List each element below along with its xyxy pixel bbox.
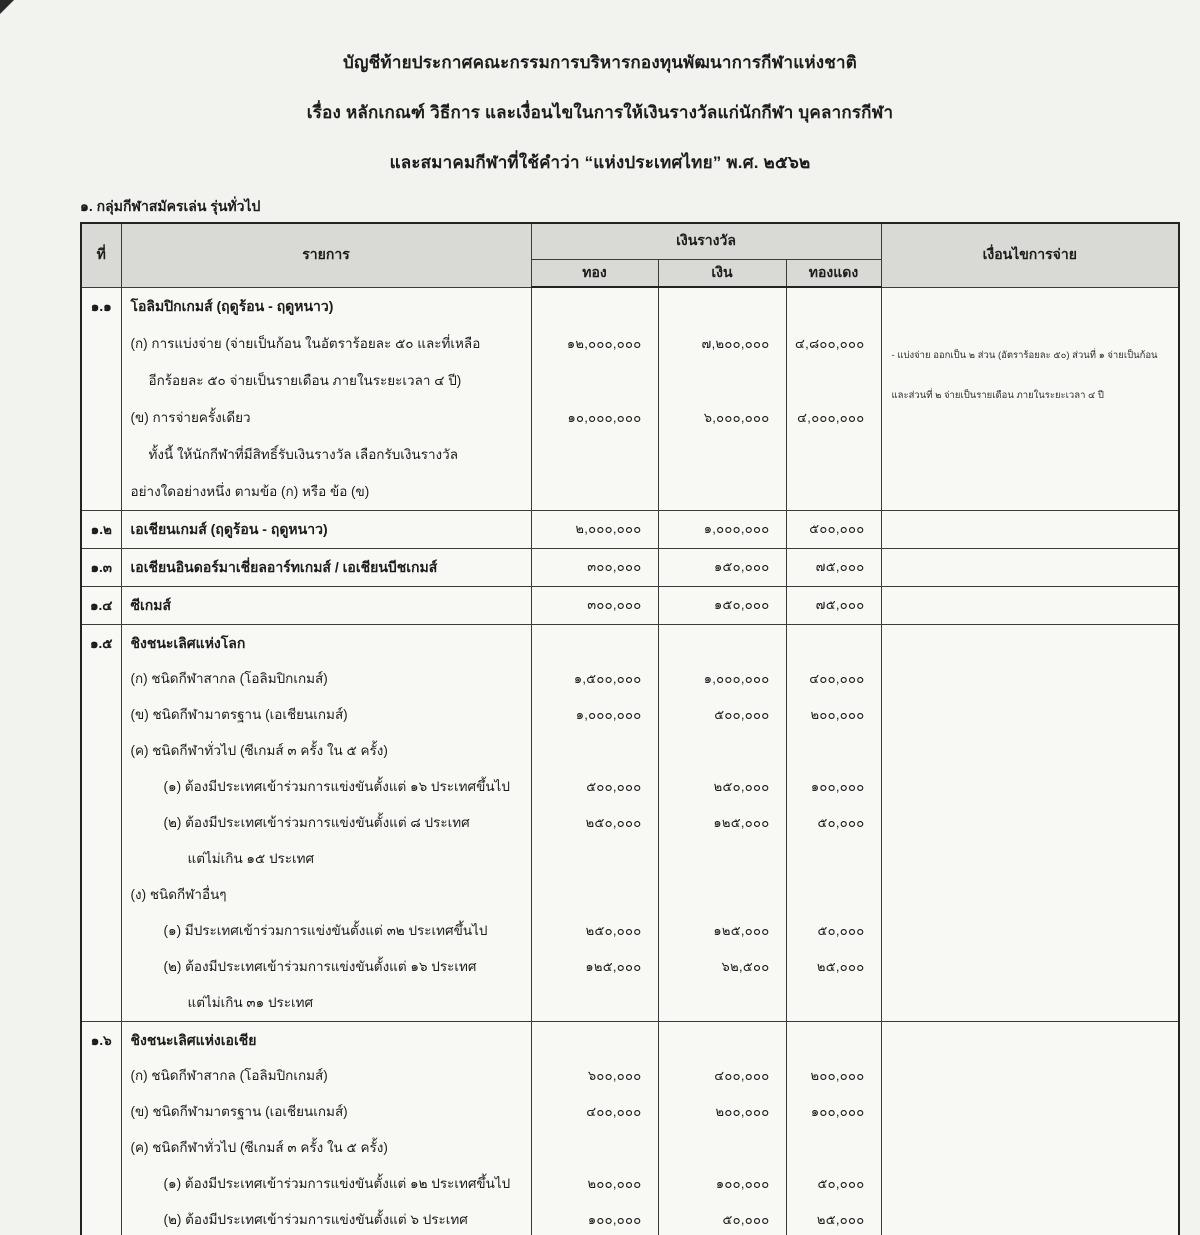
silver-cell [658, 624, 786, 1021]
conditions-cell [881, 586, 1179, 624]
prize-value: ๒๕๐,๐๐๐ [713, 778, 770, 794]
bronze-cell [786, 548, 881, 586]
item-cell [121, 287, 531, 510]
gold-cell [531, 287, 658, 510]
table-row [81, 287, 1179, 510]
prize-value: ๒๐๐,๐๐๐ [810, 706, 865, 722]
item-line: (๑) ต้องมีประเทศเข้าร่วมการแข่งขันตั้งแต่ ๑๒ ประเทศขึ้นไป [163, 1175, 511, 1191]
prize-value: ๑๐๐,๐๐๐ [810, 1103, 865, 1119]
prize-value: ๓๐๐,๐๐๐ [587, 596, 642, 612]
item-line: (๑) มีประเทศเข้าร่วมการแข่งขันตั้งแต่ ๓๒ ประเทศขึ้นไป [163, 922, 488, 938]
item-line: อีกร้อยละ ๕๐ จ่ายเป็นรายเดือน ภายในระยะเวลา ๔ ปี) [148, 372, 462, 388]
table-row [81, 624, 1179, 1021]
item-line: (ง) ชนิดกีฬาอื่นๆ [130, 886, 227, 902]
row-number: ๑.๒ [81, 510, 121, 548]
conditions-cell [881, 1021, 1179, 1235]
item-line: (๑) ต้องมีประเทศเข้าร่วมการแข่งขันตั้งแต่ ๑๖ ประเทศขึ้นไป [163, 778, 510, 794]
condition-line: และส่วนที่ ๒ จ่ายเป็นรายเดือน ภายในระยะเวลา ๔ ปี [891, 389, 1104, 401]
row-number: ๑.๕ [81, 624, 121, 1021]
prize-value: ๒๕๐,๐๐๐ [585, 814, 642, 830]
title-line-1: บัญชีท้ายประกาศคณะกรรมการบริหารกองทุนพัฒนาการกีฬาแห่งชาติ [343, 53, 857, 72]
row-number: ๑.๑ [81, 287, 121, 510]
col-no-header: ที่ [81, 223, 121, 287]
silver-cell [658, 586, 786, 624]
title-line-2: เรื่อง หลักเกณฑ์ วิธีการ และเงื่อนไขในการให้เงินรางวัลแก่นักกีฬา บุคลากรกีฬา [306, 103, 894, 122]
prize-value: ๒๕๐,๐๐๐ [585, 922, 642, 938]
conditions-cell [881, 548, 1179, 586]
row-number: ๑.๖ [81, 1021, 121, 1235]
document-title [0, 38, 1200, 188]
row-number: ๑.๔ [81, 586, 121, 624]
section-heading: ๑. กลุ่มกีฬาสมัครเล่น รุ่นทั่วไป [80, 198, 261, 214]
prize-value: ๑๒,๐๐๐,๐๐๐ [566, 336, 642, 351]
prize-table [80, 222, 1180, 1235]
prize-value: ๑,๐๐๐,๐๐๐ [703, 670, 770, 686]
conditions-cell [881, 624, 1179, 1021]
item-line: ซีเกมส์ [130, 596, 172, 613]
row-number: ๑.๓ [81, 548, 121, 586]
prize-value: ๒๐๐,๐๐๐ [810, 1067, 865, 1083]
prize-value: ๗๕,๐๐๐ [815, 596, 865, 612]
prize-value: ๑๐๐,๐๐๐ [587, 1211, 642, 1227]
silver-cell [658, 548, 786, 586]
prize-value: ๕๐๐,๐๐๐ [809, 520, 865, 536]
prize-value: ๖,๐๐๐,๐๐๐ [703, 410, 770, 425]
item-line: เอเชียนอินดอร์มาเชี่ยลอาร์ทเกมส์ / เอเชียนบีชเกมส์ [130, 558, 438, 575]
prize-value: ๒๐๐,๐๐๐ [715, 1103, 770, 1119]
prize-value: ๑๕๐,๐๐๐ [713, 596, 770, 612]
prize-value: ๑๐๐,๐๐๐ [715, 1175, 770, 1191]
col-gold-header: ทอง [531, 259, 658, 287]
prize-value: ๕๐๐,๐๐๐ [714, 706, 770, 722]
item-cell [121, 1021, 531, 1235]
gold-cell [531, 510, 658, 548]
item-line: (ข) ชนิดกีฬามาตรฐาน (เอเชียนเกมส์) [130, 706, 348, 722]
item-line: อย่างใดอย่างหนึ่ง ตามข้อ (ก) หรือ ข้อ (ข) [130, 483, 370, 499]
item-line: (ก) ชนิดกีฬาสากล (โอลิมปิกเกมส์) [130, 670, 328, 686]
gold-cell [531, 548, 658, 586]
prize-value: ๕๐๐,๐๐๐ [586, 778, 642, 794]
prize-value: ๒,๐๐๐,๐๐๐ [575, 520, 642, 536]
col-silver-header: เงิน [658, 259, 786, 287]
item-line: แต่ไม่เกิน ๑๕ ประเทศ [187, 850, 315, 866]
prize-value: ๔๐๐,๐๐๐ [714, 1067, 770, 1083]
item-line: (ก) ชนิดกีฬาสากล (โอลิมปิกเกมส์) [130, 1067, 328, 1083]
conditions-cell [881, 287, 1179, 510]
prize-value: ๔๐๐,๐๐๐ [809, 670, 865, 686]
gold-cell [531, 624, 658, 1021]
prize-value: ๔,๐๐๐,๐๐๐ [797, 410, 865, 425]
prize-value: ๑๕๐,๐๐๐ [713, 558, 770, 574]
item-line: (ก) การแบ่งจ่าย (จ่ายเป็นก้อน ในอัตราร้อยละ ๕๐ และที่เหลือ [130, 335, 481, 351]
gold-cell [531, 586, 658, 624]
prize-value: ๗๕,๐๐๐ [815, 558, 865, 574]
gold-cell [531, 1021, 658, 1235]
prize-value: ๑๒๕,๐๐๐ [713, 814, 770, 830]
col-conditions-header: เงื่อนไขการจ่าย [881, 223, 1179, 287]
item-line: ทั้งนี้ ให้นักกีฬาที่มีสิทธิ์รับเงินรางวัล เลือกรับเงินรางวัล [148, 446, 459, 462]
item-line: แต่ไม่เกิน ๓๑ ประเทศ [187, 994, 314, 1010]
scan-corner-artifact [0, 0, 14, 14]
item-line: (ค) ชนิดกีฬาทั่วไป (ซีเกมส์ ๓ ครั้ง ใน ๕ ครั้ง) [130, 742, 388, 758]
condition-line: - แบ่งจ่าย ออกเป็น ๒ ส่วน (อัตราร้อยละ ๕๐) ส่วนที่ ๑ จ่ายเป็นก้อน [891, 349, 1158, 361]
silver-cell [658, 510, 786, 548]
conditions-cell [881, 510, 1179, 548]
bronze-cell [786, 586, 881, 624]
item-line: (๒) ต้องมีประเทศเข้าร่วมการแข่งขันตั้งแต่ ๘ ประเทศ [163, 814, 470, 830]
item-line: (ข) การจ่ายครั้งเดียว [130, 409, 251, 425]
item-line: ชิงชนะเลิศแห่งโลก [130, 634, 246, 651]
prize-value: ๑๒๕,๐๐๐ [585, 958, 642, 974]
item-line: (ข) ชนิดกีฬามาตรฐาน (เอเชียนเกมส์) [130, 1103, 348, 1119]
prize-value: ๒๐๐,๐๐๐ [587, 1175, 642, 1191]
prize-value: ๑,๐๐๐,๐๐๐ [575, 706, 642, 722]
item-line: (๒) ต้องมีประเทศเข้าร่วมการแข่งขันตั้งแต่ ๖ ประเทศ [163, 1211, 468, 1227]
table-header-row [81, 223, 1179, 259]
table-row [81, 548, 1179, 586]
prize-value: ๑,๕๐๐,๐๐๐ [573, 670, 642, 686]
item-cell [121, 586, 531, 624]
table-row [81, 510, 1179, 548]
item-cell [121, 510, 531, 548]
prize-group-header: เงินรางวัล [531, 223, 881, 259]
silver-cell [658, 287, 786, 510]
item-cell [121, 624, 531, 1021]
prize-value: ๔,๘๐๐,๐๐๐ [795, 336, 865, 351]
prize-value: ๕๐,๐๐๐ [817, 814, 865, 830]
table-row [81, 1021, 1179, 1235]
bronze-cell [786, 1021, 881, 1235]
prize-value: ๑๐๐,๐๐๐ [810, 778, 865, 794]
prize-value: ๓๐๐,๐๐๐ [587, 558, 642, 574]
item-line: ชิงชนะเลิศแห่งเอเชีย [130, 1031, 257, 1048]
prize-value: ๕๐,๐๐๐ [817, 922, 865, 938]
item-line: (ค) ชนิดกีฬาทั่วไป (ซีเกมส์ ๓ ครั้ง ใน ๕ ครั้ง) [130, 1139, 388, 1155]
prize-value: ๖๒,๕๐๐ [721, 958, 770, 974]
title-line-3: และสมาคมกีฬาที่ใช้คำว่า “แห่งประเทศไทย” พ.ศ. ๒๕๖๒ [389, 153, 811, 172]
prize-value: ๗,๒๐๐,๐๐๐ [701, 336, 770, 351]
silver-cell [658, 1021, 786, 1235]
prize-value: ๔๐๐,๐๐๐ [586, 1103, 642, 1119]
bronze-cell [786, 287, 881, 510]
prize-value: ๑,๐๐๐,๐๐๐ [703, 520, 770, 536]
table-row [81, 586, 1179, 624]
bronze-cell [786, 624, 881, 1021]
col-item-header: รายการ [121, 223, 531, 287]
prize-value: ๑๐,๐๐๐,๐๐๐ [567, 410, 642, 425]
bronze-cell [786, 510, 881, 548]
prize-value: ๑๒๕,๐๐๐ [713, 922, 770, 938]
prize-value: ๕๐,๐๐๐ [722, 1211, 770, 1227]
col-bronze-header: ทองแดง [786, 259, 881, 287]
prize-value: ๒๕,๐๐๐ [816, 958, 865, 974]
item-line: (๒) ต้องมีประเทศเข้าร่วมการแข่งขันตั้งแต่ ๑๖ ประเทศ [163, 958, 477, 974]
item-cell [121, 548, 531, 586]
item-line: โอลิมปิกเกมส์ (ฤดูร้อน - ฤดูหนาว) [130, 297, 334, 314]
prize-value: ๕๐,๐๐๐ [817, 1175, 865, 1191]
prize-value: ๖๐๐,๐๐๐ [587, 1067, 642, 1083]
prize-value: ๒๕,๐๐๐ [816, 1211, 865, 1227]
item-line: เอเชียนเกมส์ (ฤดูร้อน - ฤดูหนาว) [130, 520, 328, 537]
